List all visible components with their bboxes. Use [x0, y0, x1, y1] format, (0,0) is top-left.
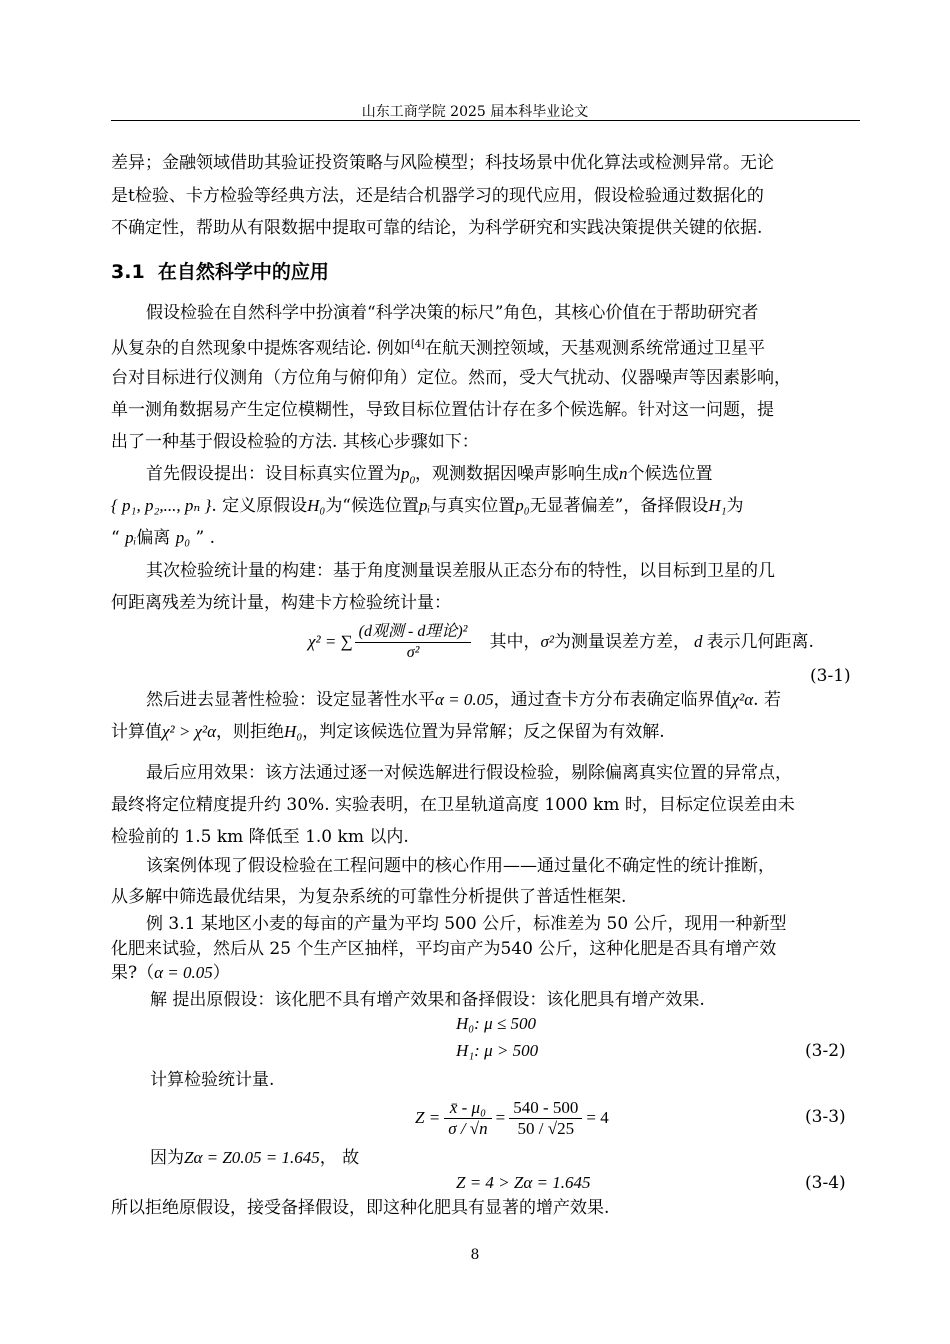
var-H0: H₀	[284, 722, 303, 741]
hypothesis-h0: H₀: μ ≤ 500	[456, 1014, 536, 1033]
citation-ref[interactable]: [4]	[410, 339, 425, 350]
solution-line-1: 解 提出原假设：该化肥不具有增产效果和备择假设：该化肥具有增产效果.	[150, 990, 705, 1010]
step1-line-2	[111, 496, 744, 516]
eq-numerator: (d观测 - d理论)²	[355, 622, 472, 643]
text: ” .	[195, 528, 216, 548]
para1-text: 在航天测控领域，天基观测系统常通过卫星平	[424, 338, 765, 359]
inequality: χ² > χ²α	[162, 722, 217, 741]
result: = 4	[586, 1108, 609, 1127]
z-denominator: σ / √n	[448, 1118, 488, 1138]
step4-line-2: 最终将定位精度提升约 30%. 实验表明，在卫星轨道高度 1000 km 时，目标定位误差由未	[111, 795, 795, 815]
text: ，通过查卡方分布表确定临界值	[493, 690, 732, 710]
eq-lhs: χ² = ∑	[308, 632, 353, 651]
example-line-2: 化肥来试验，然后从 25 个生产区抽样，平均亩产为540 公斤，这种化肥是否具有增产效	[111, 939, 777, 959]
section-number: 3.1	[111, 261, 145, 283]
para1-text: 从复杂的自然现象中提炼客观结论. 例如	[111, 338, 411, 359]
var-sigma2: σ²	[540, 632, 554, 651]
para2-line-1: 该案例体现了假设检验在工程问题中的核心作用——通过量化不确定性的统计推断，	[146, 856, 775, 876]
page-number: 8	[470, 1247, 480, 1263]
para1-line-1: 假设检验在自然科学中扮演着“科学决策的标尺”角色，其核心价值在于帮助研究者	[146, 303, 759, 323]
para1-line-5: 出了一种基于假设检验的方法. 其核心步骤如下：	[111, 432, 479, 452]
step3-line-2	[111, 722, 665, 742]
chi-critical: χ²α	[731, 690, 754, 709]
step4-line-3: 检验前的 1.5 km 降低至 1.0 km 以内.	[111, 827, 409, 847]
conclusion-line: 所以拒绝原假设，接受备择假设，即这种化肥具有显著的增产效果.	[111, 1198, 610, 1218]
para2-line-2: 从多解中筛选最优结果，为复杂系统的可靠性分析提供了普适性框架.	[111, 887, 627, 907]
running-header: 山东工商学院 2025 届本科毕业论文	[361, 104, 589, 120]
equation-3-3	[415, 1092, 609, 1144]
final-inequality: Z = 4 > Zα = 1.645	[456, 1173, 591, 1192]
header-rule	[111, 120, 860, 121]
equation-number: (3-2)	[805, 1041, 846, 1061]
text: ，观测数据因噪声影响生成	[415, 464, 619, 484]
step2-line-2: 何距离残差为统计量，构建卡方检验统计量：	[111, 593, 451, 613]
intro-line-2: 是t检验、卡方检验等经典方法，还是结合机器学习的现代应用，假设检验通过数据化的	[111, 186, 764, 206]
var-d: d	[693, 632, 703, 651]
text: 果?（	[111, 963, 155, 983]
z-fraction	[444, 1098, 491, 1139]
text: 为测量误差方差，	[553, 632, 690, 652]
equation-number: (3-1)	[810, 666, 851, 686]
var-H0: H₀	[307, 496, 326, 515]
text: 为“候选位置	[325, 496, 420, 516]
equation-number: (3-3)	[805, 1107, 846, 1127]
var-p0: $p_0$	[401, 464, 415, 487]
candidate-set: { p₁, p₂,..., pₙ }	[111, 496, 212, 515]
hypothesis-h1: H₁: μ > 500	[456, 1041, 539, 1060]
text: ， 故	[319, 1148, 360, 1168]
step4-line-1: 最后应用效果：该方法通过逐一对候选解进行假设检验，剔除偏离真实位置的异常点，	[146, 763, 792, 783]
alpha-value: α = 0.05	[154, 963, 213, 982]
step1-line-3	[111, 528, 215, 548]
equation-number: (3-4)	[805, 1173, 846, 1193]
intro-line-3: 不确定性，帮助从有限数据中提取可靠的结论，为科学研究和实践决策提供关键的依据.	[111, 218, 763, 238]
var-pi: pᵢ	[419, 496, 431, 515]
text: ，判定该候选位置为异常解；反之保留为有效解.	[302, 722, 665, 742]
eq-fraction	[355, 622, 472, 663]
eq-denominator: σ²	[406, 643, 420, 661]
para1-line-4: 单一测角数据易产生定位模糊性，导致目标位置估计存在多个候选解。针对这一问题，提	[111, 400, 774, 420]
intro-line-1: 差异；金融领域借助其验证投资策略与风险模型；科技场景中优化算法或检测异常。无论	[111, 153, 774, 173]
because-line	[150, 1148, 359, 1168]
text: 无显著偏差”，备择假设	[529, 496, 709, 516]
var-Z: Z =	[415, 1108, 441, 1127]
section-heading	[111, 257, 329, 284]
z-numerator: x̄ - μ₀	[444, 1098, 491, 1119]
section-title: 在自然科学中的应用	[157, 261, 329, 283]
value-fraction	[509, 1098, 582, 1139]
text: 个候选位置	[627, 464, 713, 484]
alpha-value: α = 0.05	[435, 690, 494, 709]
step2-line-1: 其次检验统计量的构建：基于角度测量误差服从正态分布的特性，以目标到卫星的几	[146, 561, 775, 581]
step1-line-1	[146, 464, 713, 490]
var-H1: H₁	[708, 496, 727, 515]
equation-3-1	[308, 618, 814, 666]
para1-line-2	[111, 335, 765, 359]
calc-line: 计算检验统计量.	[150, 1070, 275, 1090]
text: . 定义原假设	[211, 496, 308, 516]
text: ，则拒绝	[216, 722, 285, 742]
text: 计算值	[111, 722, 162, 742]
var-pi: pᵢ	[125, 528, 137, 547]
para1-line-3: 台对目标进行仪测角（方位角与俯仰角）定位。然而，受大气扰动、仪器噪声等因素影响，	[111, 368, 791, 388]
var-n: n	[619, 464, 628, 483]
value-numerator: 540 - 500	[509, 1098, 582, 1119]
var-p0: p₀	[515, 496, 530, 515]
text: 偏离	[136, 528, 171, 548]
equals: =	[495, 1108, 506, 1127]
text: . 若	[753, 690, 781, 710]
text: 然后进去显著性检验：设定显著性水平	[146, 690, 435, 710]
var-p0: p₀	[175, 528, 191, 547]
text: 因为	[150, 1148, 184, 1168]
step3-line-1	[146, 690, 781, 710]
z-critical: Zα = Z0.05 = 1.645	[184, 1148, 320, 1167]
text: 表示几何距离.	[706, 632, 814, 652]
text: 首先假设提出：设目标真实位置为	[146, 464, 401, 484]
text: 为	[726, 496, 744, 516]
text: 与真实位置	[430, 496, 516, 516]
value-denominator: 50 / √25	[517, 1118, 575, 1138]
text: ）	[212, 963, 230, 983]
text: 其中，	[489, 632, 541, 652]
example-line-3	[111, 963, 230, 983]
text: “	[111, 528, 120, 548]
example-line-1: 例 3.1 某地区小麦的每亩的产量为平均 500 公斤，标准差为 50 公斤，现用一种新型	[146, 914, 787, 934]
